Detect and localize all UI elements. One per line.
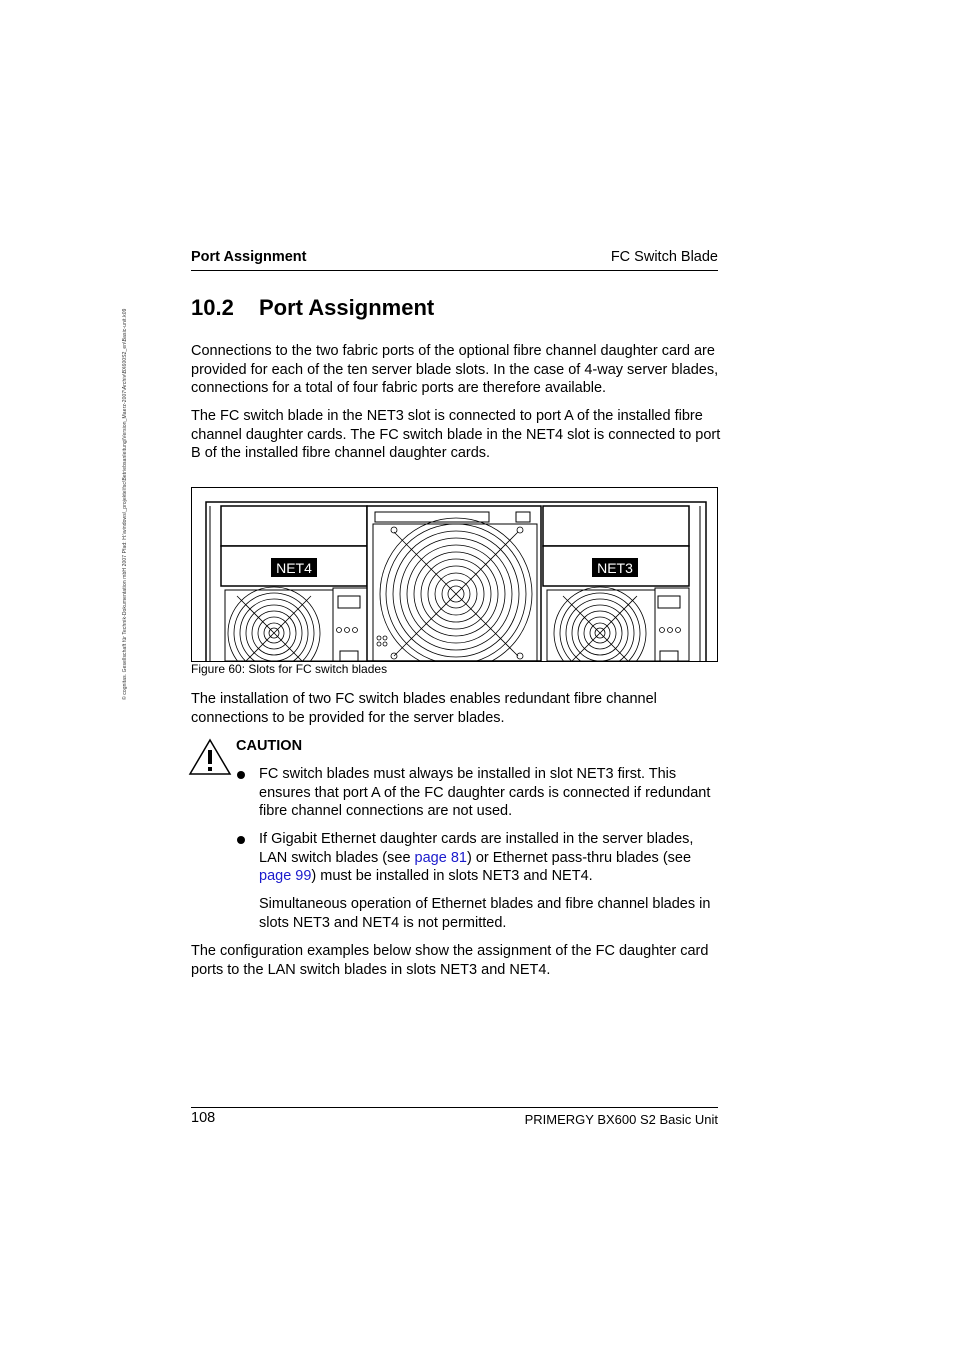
bullet-2-text-a: If Gigabit Ethernet daughter cards are installed in the server blades, LAN switch blades (see xyxy=(259,831,694,866)
chassis-illustration xyxy=(192,488,717,661)
paragraph-configuration: The configuration examples below show the assignment of the FC daughter card ports to the LAN switch blades in slots NET3 and NET4. xyxy=(191,943,709,978)
section-heading xyxy=(191,295,434,321)
bullet-2-dot xyxy=(237,836,245,844)
figure-fc-slots xyxy=(191,487,718,662)
paragraph-net-slots: The FC switch blade in the NET3 slot is connected to port A of the installed fibre channel daughter cards. The FC switch blade in the NET4 slot is connected to port B of the installed fibre channel daughter cards. xyxy=(191,408,721,461)
caution-bullet-2 xyxy=(259,830,721,886)
page-number: 108 xyxy=(191,1110,216,1126)
center-fan-module xyxy=(367,506,541,661)
running-header-section: Port Assignment xyxy=(191,249,307,265)
running-header-chapter: FC Switch Blade xyxy=(610,249,718,265)
footer-rule xyxy=(191,1107,718,1108)
net3-label: NET3 xyxy=(597,560,633,576)
bullet-2-text-b: ) or Ethernet pass-thru blades (see xyxy=(466,849,692,866)
side-path-note: © cognitas. Gesellschaft für Technik-Dokumentation mbH 2007 Pfad: H:\windows\_projekte\fsc\Betriebsanleitung\Version_Maerz-2007\Archiv\BX600S2_en\Basic-unit.k09 xyxy=(122,308,128,700)
paragraph-redundancy: The installation of two FC switch blades enables redundant fibre channel connections to be provided for the server blades. xyxy=(191,691,657,726)
section-number: 10.2 xyxy=(191,295,234,320)
figure-caption: Figure 60: Slots for FC switch blades xyxy=(191,662,388,676)
caution-note: Simultaneous operation of Ethernet blades and fibre channel blades in slots NET3 and NET4 is not permitted. xyxy=(259,896,711,931)
bullet-2-text-c: ) must be installed in slots NET3 and NET4. xyxy=(311,868,593,884)
page-99-link[interactable]: page 99 xyxy=(259,868,312,884)
caution-triangle-icon xyxy=(188,737,232,777)
net3-slot xyxy=(543,506,689,661)
document-title: PRIMERGY BX600 S2 Basic Unit xyxy=(524,1112,718,1127)
section-title: Port Assignment xyxy=(259,295,435,320)
paragraph-fabric-ports: Connections to the two fabric ports of the optional fibre channel daughter card are provided for each of the ten server blade slots. In the case of 4-way server blades, connections for a total of four fabric ports are therefore available. xyxy=(191,343,719,396)
caution-heading: CAUTION xyxy=(236,738,303,754)
net4-label: NET4 xyxy=(276,560,312,576)
page-81-link[interactable]: page 81 xyxy=(414,849,467,866)
header-rule xyxy=(191,270,718,271)
net4-slot xyxy=(221,506,367,661)
caution-bullet-1: FC switch blades must always be installed in slot NET3 first. This ensures that port A of the FC daughter cards is connected if redundant fibre channel connections are not used. xyxy=(259,766,711,819)
bullet-1-dot xyxy=(237,771,245,779)
